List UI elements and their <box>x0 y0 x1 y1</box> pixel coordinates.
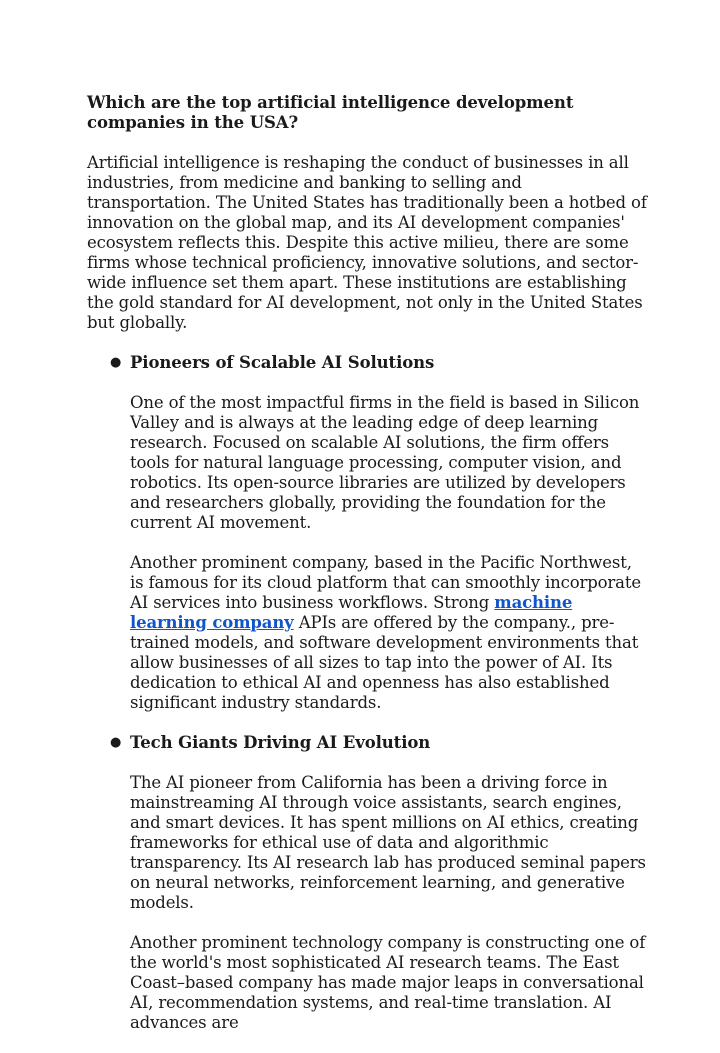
bullet-icon: ● <box>110 735 122 750</box>
bullet-icon: ● <box>110 355 122 370</box>
section-heading-tech-giants <box>87 733 647 753</box>
machine-learning-company-link[interactable]: machine learning company <box>130 593 573 632</box>
section-heading-scalable-ai <box>87 353 647 373</box>
section-paragraph: Another prominent technology company is constructing one of the world's most sophisticated AI research teams. The East Coast–based company has made major leaps in conversational AI, recommendation systems, and real-time translation. AI advances are <box>130 933 646 1032</box>
section-heading-label: Tech Giants Driving AI Evolution <box>130 733 431 752</box>
document-page <box>87 93 647 1053</box>
intro-paragraph: Artificial intelligence is reshaping the conduct of businesses in all industries, from medicine and banking to selling and transportation. The United States has traditionally been a hotbed of innovation on the global map, and its AI development companies' ecosystem reflects this. Despite this active milieu, there are some firms whose technical proficiency, innovative solutions, and sector-wide influence set them apart. These institutions are establishing the gold standard for AI development, not only in the United States but globally. <box>87 153 647 332</box>
section-paragraph-with-link <box>87 553 647 713</box>
paragraph-text: Another prominent company, based in the Pacific Northwest, is famous for its cloud platform that can smoothly incorporate AI services into business workflows. Strong <box>130 553 641 612</box>
section-paragraph: The AI pioneer from California has been a driving force in mainstreaming AI through voice assistants, search engines, and smart devices. It has spent millions on AI ethics, creating frameworks for ethical use of data and algorithmic transparency. Its AI research lab has produced seminal papers on neural networks, reinforcement learning, and generative models. <box>130 773 646 912</box>
document-title: Which are the top artificial intelligence development companies in the USA? <box>87 93 574 132</box>
paragraph-text: APIs are offered by the company., pre-trained models, and software development environments that allow businesses of all sizes to tap into the power of AI. Its dedication to ethical AI and openness has also established significant industry standards. <box>130 613 639 712</box>
section-paragraph: One of the most impactful firms in the field is based in Silicon Valley and is always at the leading edge of deep learning research. Focused on scalable AI solutions, the firm offers tools for natural language processing, computer vision, and robotics. Its open-source libraries are utilized by developers and researchers globally, providing the foundation for the current AI movement. <box>130 393 640 532</box>
section-heading-label: Pioneers of Scalable AI Solutions <box>130 353 435 372</box>
